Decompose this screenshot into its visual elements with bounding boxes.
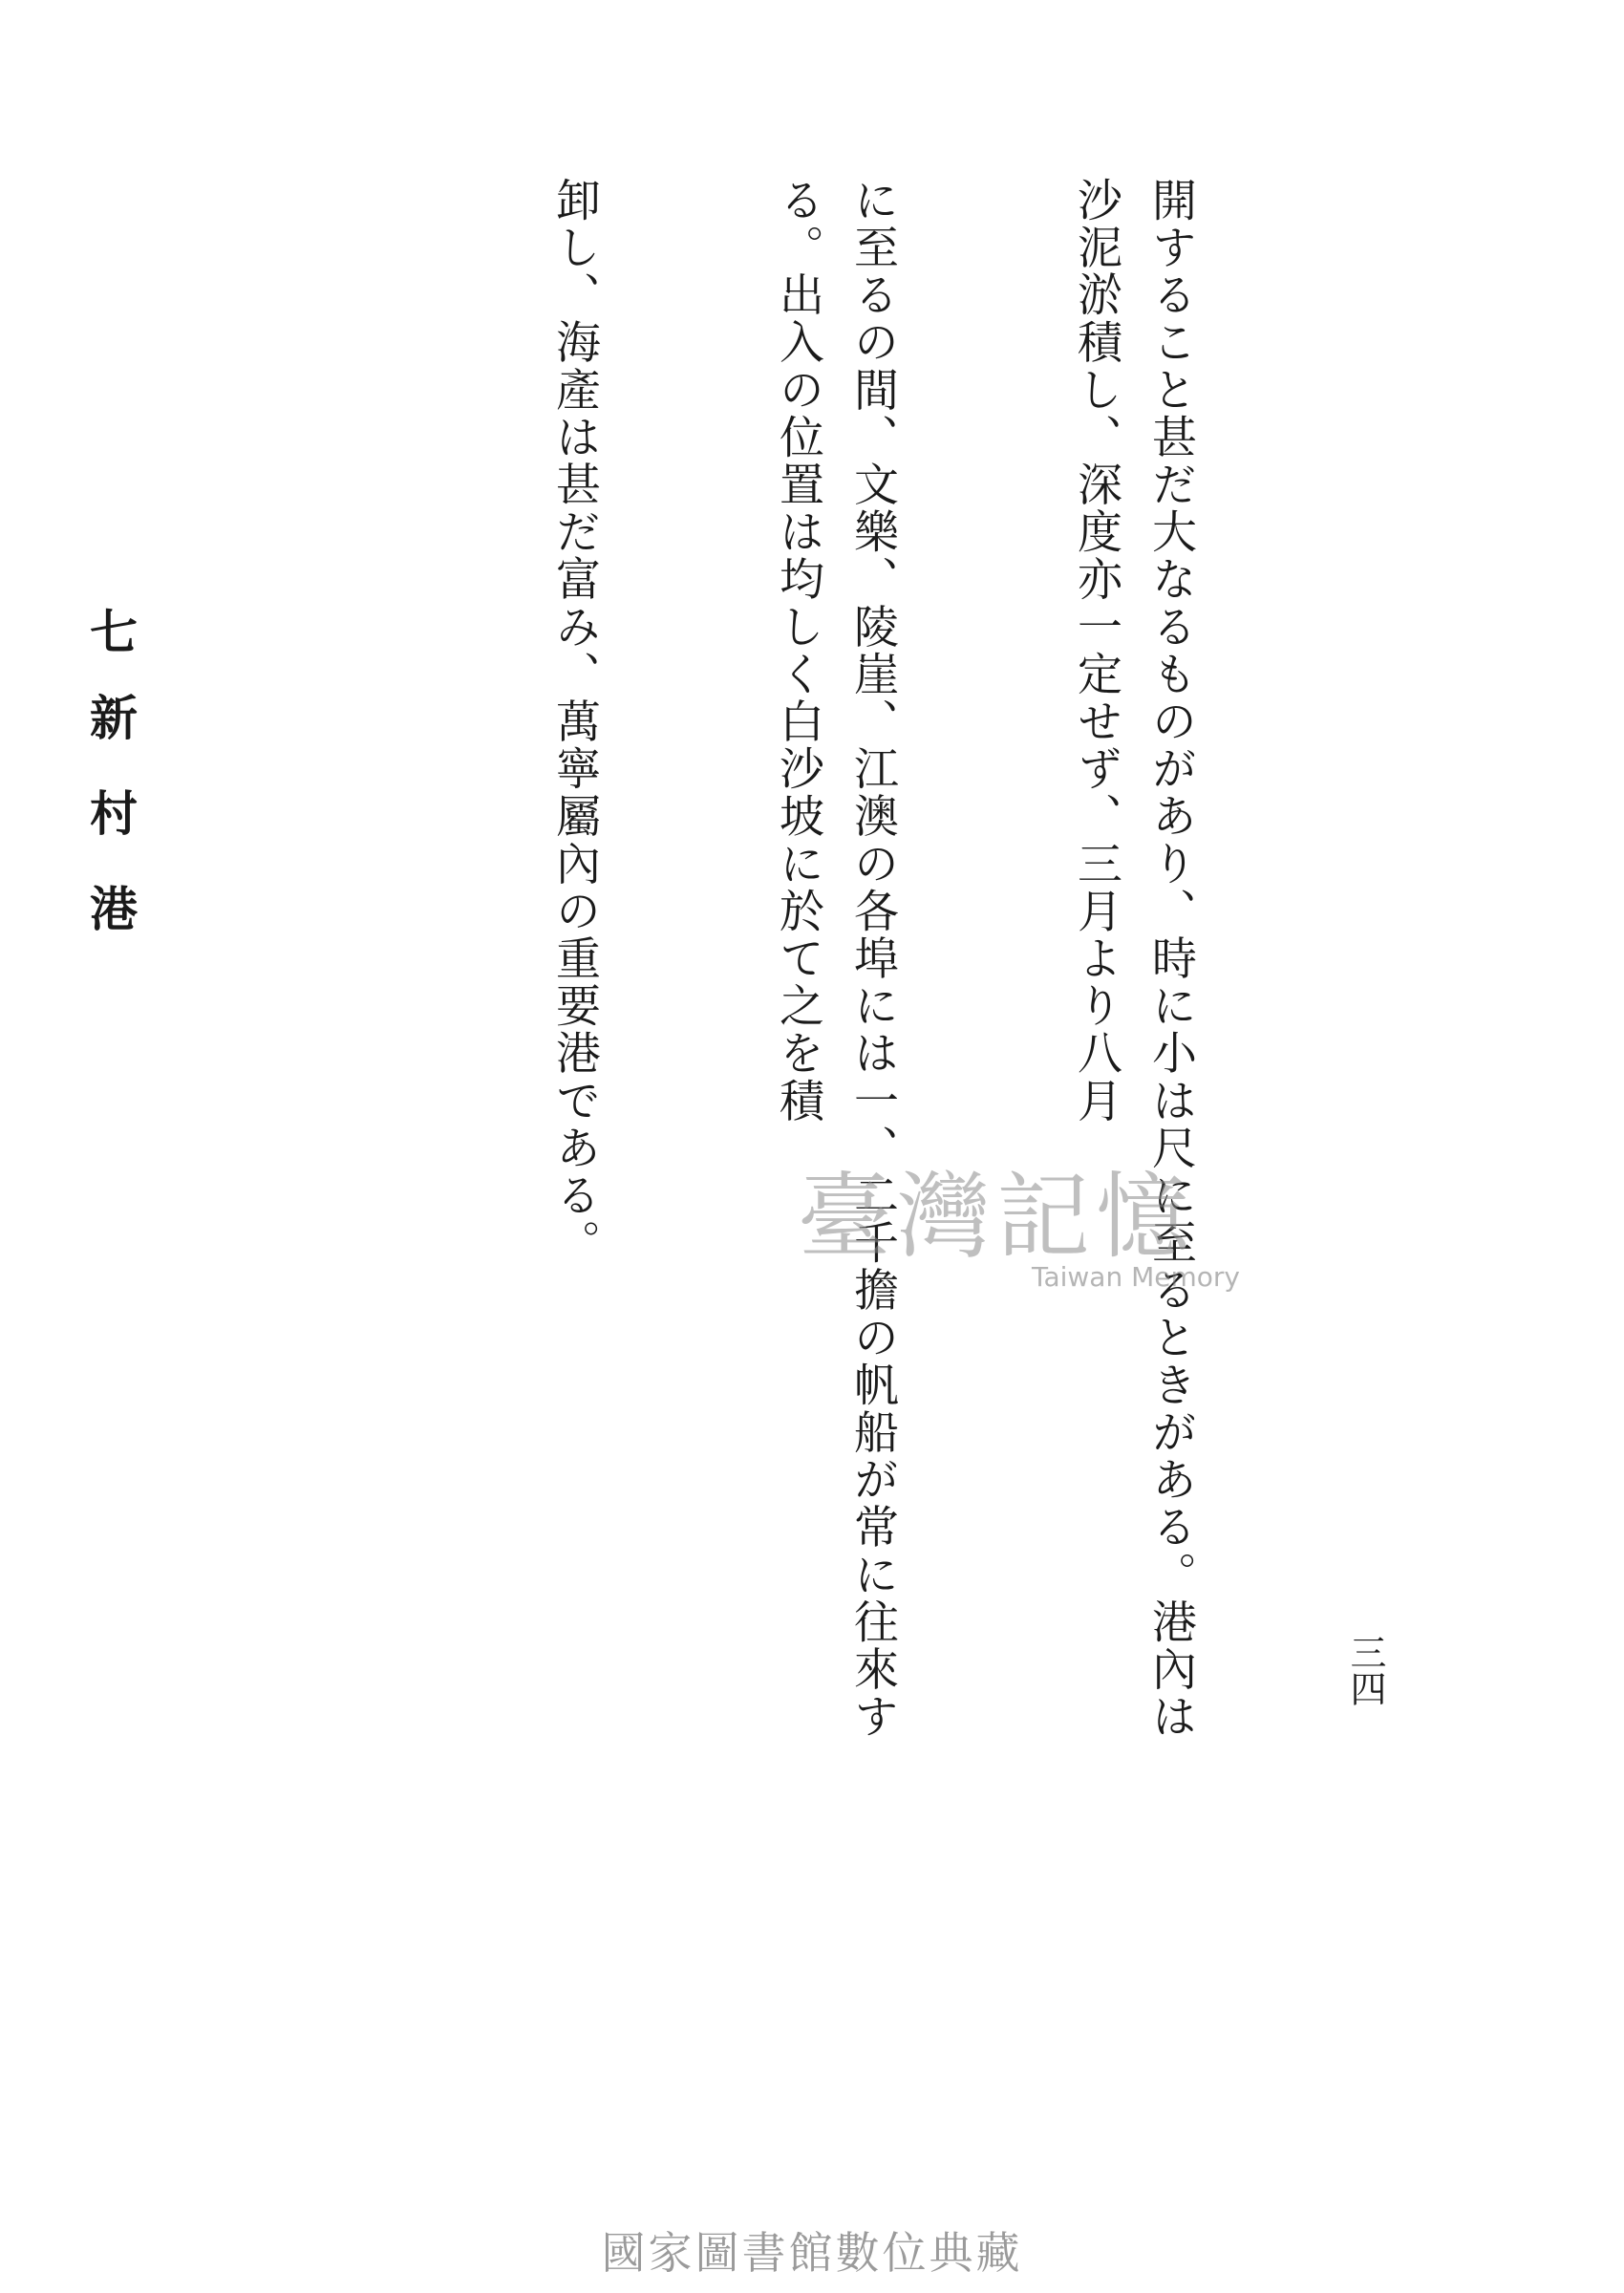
page-number: 三四 (1344, 1634, 1386, 1706)
footer-collection-credit: 國家圖書館數位典藏 (601, 2227, 1023, 2279)
text-column: 開すること甚だ大なるものがあり、時に小は尺に至るときがある。港內は沙泥淤積し、深度亦一定せず、三月より八月 (1070, 177, 1197, 1741)
section-title: 新村港 (82, 693, 139, 979)
text-column: に至るの間、文樂、陵崖、江澳の各埠には一、二千擔の帆船が常に往來する。出入の位置は均しく白沙坡に於て之を積 (772, 177, 899, 1741)
section-heading-7 (73, 177, 147, 1763)
watermark-chinese: 臺灣記憶 (798, 1163, 1196, 1272)
section-number: 七 (82, 607, 139, 693)
text-column: 卸し、海產は甚だ富み、萬寧屬內の重要港である。 (548, 177, 601, 1267)
watermark-english: Taiwan Memory (1032, 1261, 1240, 1293)
body-text (0, 177, 1357, 1763)
